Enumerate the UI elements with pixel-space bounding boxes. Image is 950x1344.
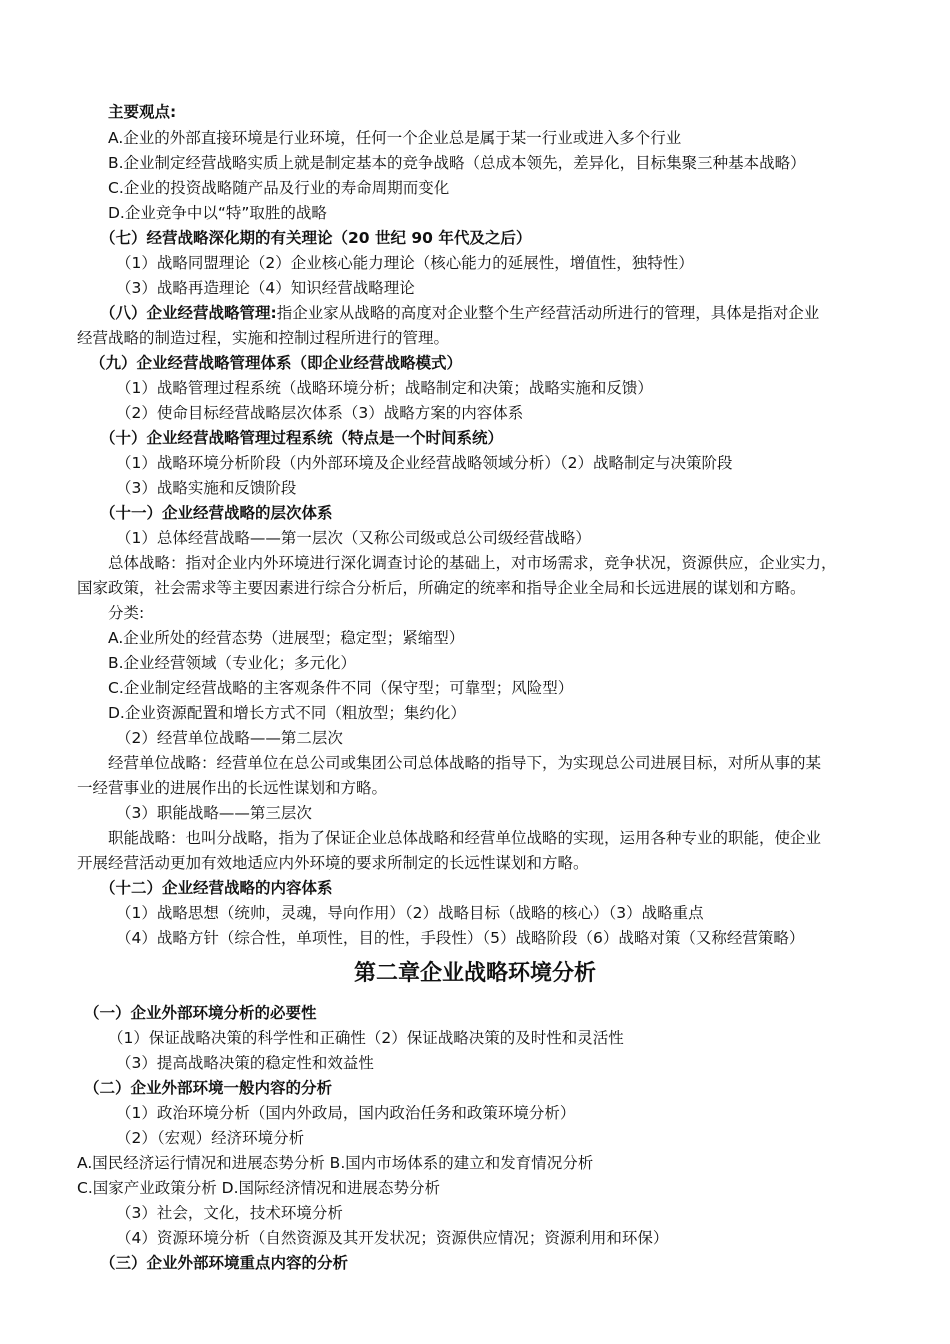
text-line: 总体战略：指对企业内外环境进行深化调查讨论的基础上，对市场需求，竞争状况，资源供应，企业实力， [108, 554, 837, 572]
section-heading-12: （十二）企业经营战略的内容体系 [100, 879, 333, 897]
text-line: （3）战略实施和反馈阶段 [116, 479, 297, 497]
text-line: 一经营事业的进展作出的长远性谋划和方略。 [77, 779, 388, 797]
text-line: （1）保证战略决策的科学性和正确性（2）保证战略决策的及时性和灵活性 [108, 1029, 624, 1047]
text-line: （1）政治环境分析（国内外政局，国内政治任务和政策环境分析） [116, 1104, 576, 1122]
text-line: （1）战略思想（统帅，灵魂，导向作用）（2）战略目标（战略的核心）（3）战略重点 [116, 904, 704, 922]
text-line: （2）使命目标经营战略层次体系（3）战略方案的内容体系 [116, 404, 524, 422]
text-line: （2）（宏观）经济环境分析 [116, 1129, 305, 1147]
section-heading-7: （七）经营战略深化期的有关理论（20 世纪 90 年代及之后） [100, 229, 532, 247]
text-line: B.企业经营领域（专业化；多元化） [108, 654, 357, 672]
text-line: （4）资源环境分析（自然资源及其开发状况；资源供应情况；资源利用和环保） [116, 1229, 669, 1247]
text-line: C.国家产业政策分析 D.国际经济情况和进展态势分析 [77, 1179, 441, 1197]
text-line: （4）战略方针（综合性，单项性，目的性，手段性）（5）战略阶段（6）战略对策（又称经营策略） [116, 929, 805, 947]
text-line: D.企业资源配置和增长方式不同（粗放型；集约化） [108, 704, 466, 722]
paragraph-line [100, 303, 819, 323]
text-line: A.企业所处的经营态势（进展型；稳定型；紧缩型） [108, 629, 465, 647]
section-heading-1: （一）企业外部环境分析的必要性 [84, 1004, 317, 1022]
text-line: （3）提高战略决策的稳定性和效益性 [116, 1054, 374, 1072]
section-8-text: 指企业家从战略的高度对企业整个生产经营活动所进行的管理，具体是指对企业 [276, 304, 820, 322]
section-heading-10: （十）企业经营战略管理过程系统（特点是一个时间系统） [100, 429, 504, 447]
section-heading-9: （九）企业经营战略管理体系（即企业经营战略模式） [90, 354, 463, 372]
text-line: A.企业的外部直接环境是行业环境，任何一个企业总是属于某一行业或进入多个行业 [108, 129, 682, 147]
text-line: （2）经营单位战略——第二层次 [116, 729, 343, 747]
text-line: （3）社会，文化，技术环境分析 [116, 1204, 343, 1222]
chapter-title: 第二章企业战略环境分析 [353, 961, 596, 986]
text-line: 经营单位战略：经营单位在总公司或集团公司总体战略的指导下，为实现总公司进展目标，对所从事的某 [108, 754, 822, 772]
section-heading-2: （二）企业外部环境一般内容的分析 [84, 1079, 333, 1097]
text-line: （1）总体经营战略——第一层次（又称公司级或总公司级经营战略） [116, 529, 591, 547]
text-line: C.企业制定经营战略的主客观条件不同（保守型；可靠型；风险型） [108, 679, 574, 697]
section-heading-11: （十一）企业经营战略的层次体系 [100, 504, 333, 522]
section-heading-3: （三）企业外部环境重点内容的分析 [100, 1254, 349, 1272]
text-line: （1）战略管理过程系统（战略环境分析；战略制定和决策；战略实施和反馈） [116, 379, 653, 397]
text-line: 国家政策，社会需求等主要因素进行综合分析后，所确定的统率和指导企业全局和长远进展的谋划和方略。 [77, 579, 806, 597]
main-points-heading: 主要观点: [108, 103, 177, 121]
text-line: A.国民经济运行情况和进展态势分析 B.国内市场体系的建立和发育情况分析 [77, 1154, 594, 1172]
text-line: （1）战略同盟理论（2）企业核心能力理论（核心能力的延展性，增值性，独特性） [116, 254, 694, 272]
text-line: 开展经营活动更加有效地适应内外环境的要求所制定的长远性谋划和方略。 [77, 854, 589, 872]
text-line: 分类: [108, 604, 145, 622]
text-line: （3）战略再造理论（4）知识经营战略理论 [116, 279, 415, 297]
text-line: 经营战略的制造过程，实施和控制过程所进行的管理。 [77, 329, 450, 347]
text-line: 职能战略：也叫分战略，指为了保证企业总体战略和经营单位战略的实现，运用各种专业的职能，使企业 [108, 829, 822, 847]
text-line: C.企业的投资战略随产品及行业的寿命周期而变化 [108, 179, 450, 197]
text-line: B.企业制定经营战略实质上就是制定基本的竞争战略（总成本领先，差异化，目标集聚三种基本战略） [108, 154, 806, 172]
text-line: D.企业竞争中以“特”取胜的战略 [108, 204, 327, 222]
section-heading-8: （八）企业经营战略管理: [100, 304, 277, 322]
text-line: （1）战略环境分析阶段（内外部环境及企业经营战略领域分析）（2）战略制定与决策阶段 [116, 454, 733, 472]
text-line: （3）职能战略——第三层次 [116, 804, 312, 822]
